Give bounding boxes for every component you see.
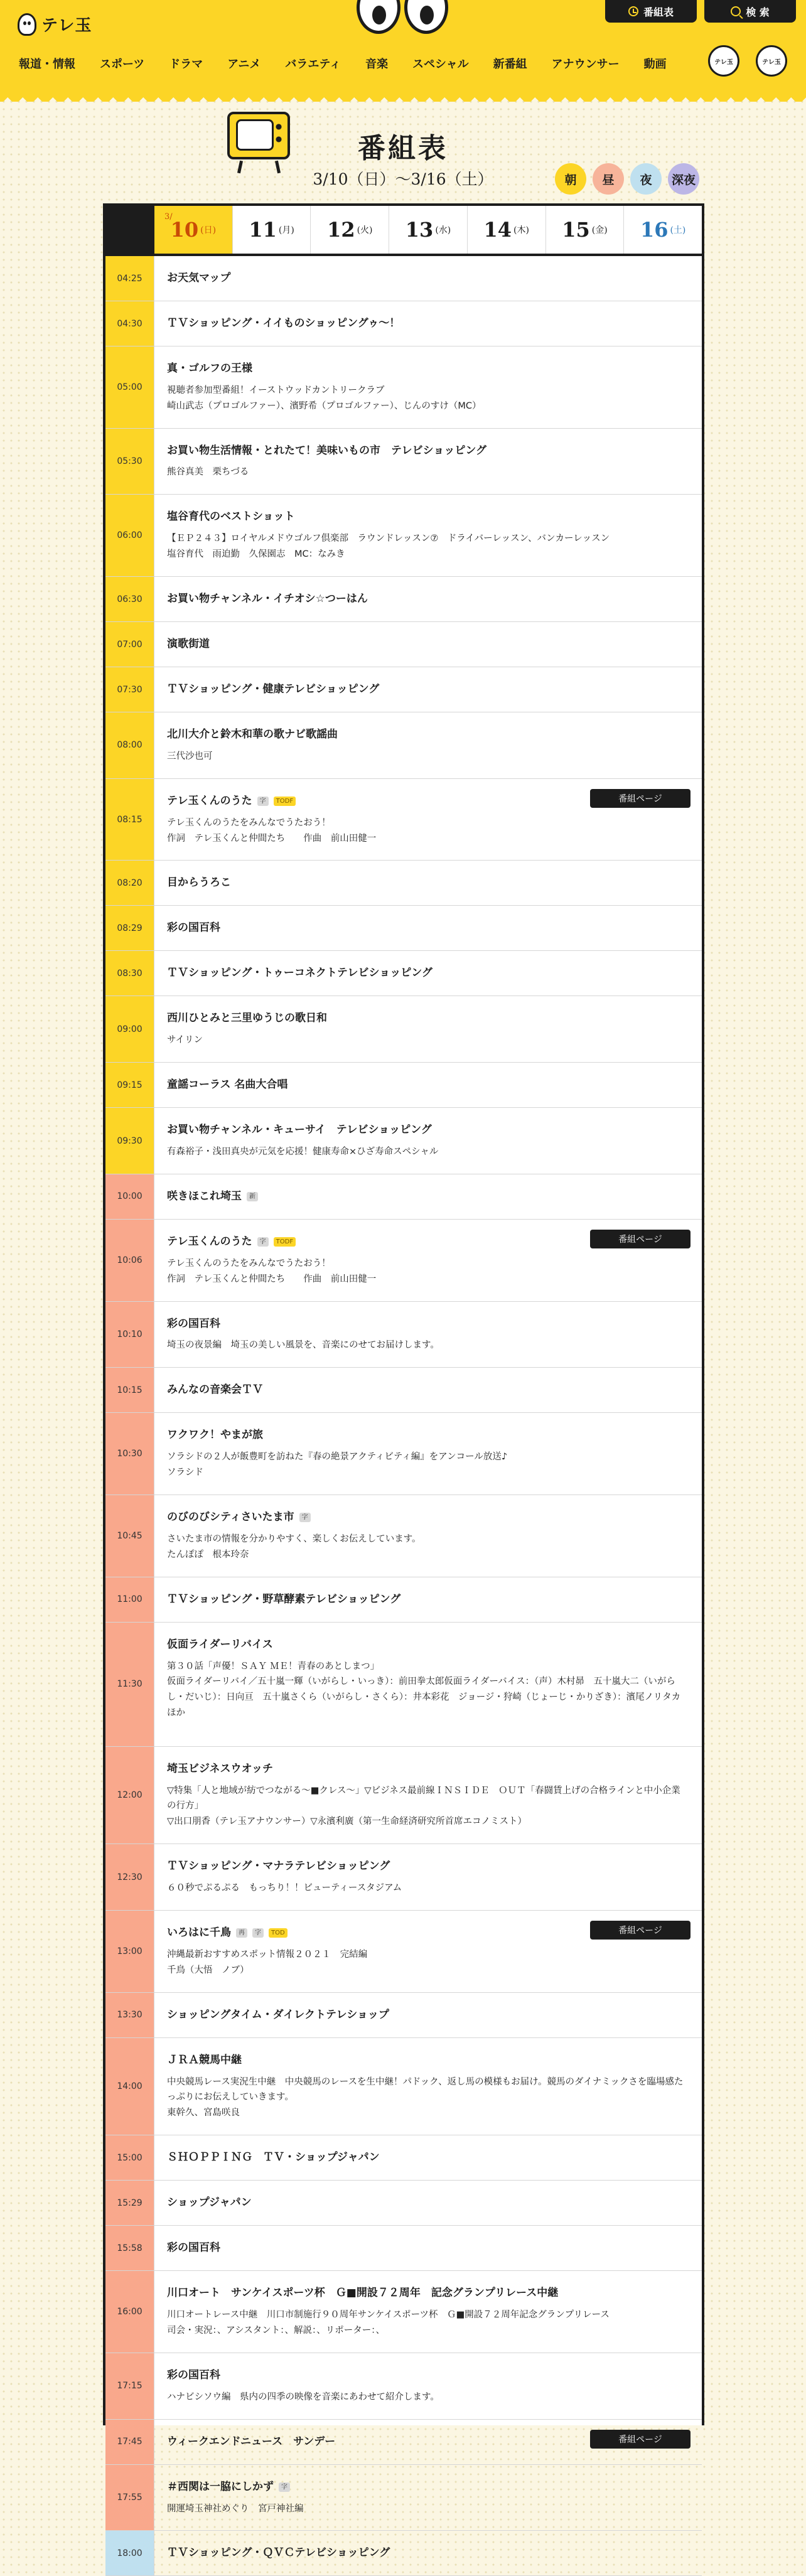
day-tab[interactable]	[389, 206, 467, 254]
program-title-line[interactable]	[167, 362, 689, 377]
nav-item[interactable]: アナウンサー	[551, 58, 620, 71]
program-description: テレ玉くんのうたをみんなでうたおう！ 作詞 テレ玉くんと仲間たち 作曲 前山田健一	[167, 817, 377, 844]
program-time: 15:58	[105, 2226, 154, 2270]
program-time: 06:00	[105, 495, 154, 576]
program-body	[154, 1413, 702, 1495]
program-time: 09:15	[105, 1063, 154, 1107]
program-title-line[interactable]	[167, 1592, 689, 1607]
mascot-eyes-icon	[357, 0, 451, 38]
program-title[interactable]: ＴＶショッピング・健康テレビショッピング	[167, 683, 380, 696]
date-range: 3/10（日）〜3/16（土）	[313, 170, 493, 188]
program-title[interactable]: 目からうろこ	[167, 876, 231, 889]
program-row	[105, 667, 702, 712]
day-tab-weekday: (水)	[435, 225, 451, 235]
program-row	[105, 1368, 702, 1413]
program-time: 15:29	[105, 2181, 154, 2225]
program-body	[154, 429, 702, 495]
program-title-line[interactable]	[167, 2053, 689, 2068]
program-title[interactable]: ＳＨＯＰＰＩＮＧ ＴＶ・ショップジャパン	[167, 2151, 380, 2164]
program-row	[105, 712, 702, 779]
program-row	[105, 346, 702, 429]
program-time: 07:00	[105, 622, 154, 667]
program-row	[105, 861, 702, 906]
tv-illustration-icon	[221, 105, 296, 174]
program-page-button[interactable]: 番組ページ	[590, 789, 690, 808]
program-time: 12:00	[105, 1747, 154, 1844]
program-tag-badge: TOD	[269, 1928, 287, 1938]
program-title-line[interactable]	[167, 592, 689, 607]
program-title[interactable]: ＴＶショッピング・野草酵素テレビショッピング	[167, 1592, 401, 1606]
program-title[interactable]: 彩の国百科	[167, 1317, 220, 1330]
program-title-line[interactable]	[167, 1859, 689, 1874]
program-body	[154, 1063, 702, 1107]
day-tab-weekday: (土)	[670, 225, 686, 235]
program-tag-badge: 字	[257, 797, 269, 806]
program-time: 10:15	[105, 1368, 154, 1412]
program-body	[154, 2226, 702, 2270]
nav-item[interactable]: 動画	[643, 58, 667, 71]
program-body	[154, 622, 702, 667]
program-list	[105, 256, 702, 2576]
day-tab-weekday: (月)	[278, 225, 294, 235]
program-body	[154, 779, 702, 861]
search-label: 検 索	[746, 6, 770, 18]
program-description: 【ＥＰ２４３】ロイヤルメドウゴルフ倶楽部 ラウンドレッスン⑦ ドライバーレッスン、バンカーレッスン 塩谷育代 雨迫勤 久保園志 MC：なみき	[167, 534, 610, 560]
program-row	[105, 2420, 702, 2465]
program-body	[154, 1302, 702, 1368]
program-body	[154, 1174, 702, 1219]
program-time: 16:00	[105, 2271, 154, 2353]
program-title-line[interactable]	[167, 637, 689, 652]
program-row	[105, 996, 702, 1063]
program-title-line[interactable]	[167, 316, 689, 331]
program-row	[105, 2353, 702, 2420]
program-title-line[interactable]	[167, 682, 689, 697]
day-tab-date: 11	[249, 218, 277, 242]
program-body	[154, 1911, 702, 1992]
program-title[interactable]: テレ玉くんのうた	[167, 1235, 252, 1248]
program-title[interactable]: 川口オート サンケイスポーツ杯 Ｇ■開設７２周年 記念グランプリレース中継	[167, 2287, 559, 2300]
day-tab[interactable]	[467, 206, 545, 254]
day-tab-weekday: (日)	[200, 225, 217, 235]
program-tag-badge: 字	[299, 1513, 311, 1522]
program-title-line[interactable]	[167, 876, 689, 891]
program-title[interactable]: ウィークエンドニュース サンデー	[167, 2435, 336, 2448]
program-time: 17:45	[105, 2420, 154, 2464]
program-row	[105, 1495, 702, 1577]
nav-item[interactable]: 報道・情報	[19, 58, 75, 71]
program-time: 10:10	[105, 1302, 154, 1368]
nav-item[interactable]: バラエティ	[285, 58, 341, 71]
program-row	[105, 429, 702, 495]
day-tab[interactable]	[310, 206, 389, 254]
page-title: 番組表	[358, 132, 448, 164]
program-body	[154, 996, 702, 1062]
program-title-line[interactable]	[167, 2286, 689, 2301]
program-title[interactable]: 北川大介と鈴木和華の歌ナビ歌謡曲	[167, 728, 338, 741]
nav-item[interactable]: スペシャル	[412, 58, 469, 71]
logo-text: テレ玉	[41, 16, 92, 35]
program-time: 09:00	[105, 996, 154, 1062]
program-title-line[interactable]	[167, 1638, 689, 1653]
program-title-line[interactable]	[167, 1428, 689, 1443]
program-title[interactable]: ＪＲＡ競馬中継	[167, 2053, 242, 2066]
program-title-line[interactable]	[167, 1011, 689, 1026]
program-row	[105, 1577, 702, 1623]
program-row	[105, 1413, 702, 1495]
program-title[interactable]: ワクワク！やまが旅	[167, 1429, 263, 1442]
program-description: 川口オートレース中継 川口市制施行９０周年サンケイスポーツ杯 Ｇ■開設７２周年記念グランプリレース 司会・実況：、アシスタント：、解説：、リポーター：、	[167, 2310, 610, 2336]
program-title-line[interactable]	[167, 2008, 689, 2023]
program-body	[154, 1495, 702, 1577]
program-title-line[interactable]	[167, 1317, 689, 1332]
program-page-button[interactable]: 番組ページ	[590, 1230, 690, 1248]
program-time: 18:00	[105, 2531, 154, 2575]
program-row	[105, 301, 702, 346]
program-row	[105, 2465, 702, 2531]
program-title[interactable]: ショッピングタイム・ダイレクトテレショップ	[167, 2008, 389, 2021]
program-body	[154, 346, 702, 428]
day-tab-weekday: (金)	[591, 225, 608, 235]
program-description: 埼玉の夜景編 埼玉の美しい風景を、音楽にのせてお届けします。	[167, 1340, 439, 1351]
day-tab-month: 3/	[164, 212, 173, 222]
program-body	[154, 2181, 702, 2225]
program-title[interactable]: 彩の国百科	[167, 2369, 220, 2381]
program-row	[105, 1220, 702, 1302]
program-title[interactable]: 埼玉ビジネスウオッチ	[167, 1762, 273, 1775]
program-title[interactable]: のびのびシティさいたま市	[167, 1511, 294, 1524]
program-title-line[interactable]	[167, 1123, 689, 1138]
program-tag-badge: 新	[247, 1192, 258, 1201]
period-morning-button[interactable]: 朝	[555, 163, 586, 195]
schedule-table	[103, 203, 704, 2560]
day-tab[interactable]	[623, 206, 702, 254]
character-icon[interactable]: テレ玉	[756, 45, 787, 77]
program-title[interactable]: 彩の国百科	[167, 921, 220, 935]
program-time: 10:00	[105, 1174, 154, 1219]
program-body	[154, 2038, 702, 2135]
search-icon	[731, 6, 741, 16]
program-title-line[interactable]	[167, 2150, 689, 2165]
mascot-logo-icon	[18, 13, 36, 36]
period-night-button[interactable]: 夜	[630, 163, 662, 195]
day-tab-date: 12	[327, 218, 355, 242]
program-title[interactable]: お買い物生活情報・とれたて！美味いもの市 テレビショッピング	[167, 444, 486, 457]
program-title-line[interactable]	[167, 2368, 689, 2383]
day-tab-weekday: (火)	[357, 225, 373, 235]
clock-icon	[628, 6, 638, 16]
program-body	[154, 1747, 702, 1844]
program-time: 04:30	[105, 301, 154, 346]
program-body	[154, 951, 702, 996]
program-row	[105, 1911, 702, 1993]
program-description: 沖縄最新おすすめスポット情報２０２１ 完結編 千鳥（大悟 ノブ）	[167, 1949, 368, 1975]
program-time: 08:30	[105, 951, 154, 996]
program-title[interactable]: ＃西関は一脇にしかず	[167, 2480, 274, 2493]
program-row	[105, 1747, 702, 1845]
program-time: 04:25	[105, 256, 154, 301]
program-row	[105, 1302, 702, 1368]
program-body	[154, 1623, 702, 1746]
program-time: 06:30	[105, 577, 154, 621]
program-body	[154, 1993, 702, 2037]
program-time: 11:30	[105, 1623, 154, 1746]
program-time: 12:30	[105, 1844, 154, 1910]
program-body	[154, 1220, 702, 1301]
program-time: 09:30	[105, 1108, 154, 1174]
program-description: サイリン	[167, 1035, 203, 1046]
period-daytime-button[interactable]: 昼	[593, 163, 624, 195]
program-time: 08:15	[105, 779, 154, 861]
day-tab[interactable]	[232, 206, 311, 254]
program-title[interactable]: 西川ひとみと三里ゆうじの歌日和	[167, 1012, 327, 1025]
nav-item[interactable]: 音楽	[365, 58, 388, 71]
program-row	[105, 906, 702, 951]
program-time: 10:30	[105, 1413, 154, 1495]
program-title[interactable]: ＴＶショッピング・トゥーコネクトテレビショッピング	[167, 967, 433, 980]
program-title-line[interactable]	[167, 1510, 689, 1525]
program-time: 13:30	[105, 1993, 154, 2037]
program-time: 17:15	[105, 2353, 154, 2419]
program-tag-badge: 再	[236, 1928, 247, 1938]
program-page-button[interactable]: 番組ページ	[590, 2430, 690, 2449]
program-body	[154, 861, 702, 905]
program-page-button[interactable]: 番組ページ	[590, 1921, 690, 1940]
nav-item[interactable]: ドラマ	[169, 58, 203, 71]
day-tabs-corner	[105, 206, 154, 254]
program-description: 熊谷真美 栗ちづる	[167, 467, 249, 478]
day-tab[interactable]	[545, 206, 624, 254]
program-title[interactable]: 咲きほこれ埼玉	[167, 1189, 242, 1203]
nav-item[interactable]: アニメ	[227, 58, 261, 71]
program-row	[105, 2226, 702, 2271]
program-title-line[interactable]	[167, 727, 689, 743]
program-time: 08:20	[105, 861, 154, 905]
program-body	[154, 256, 702, 301]
program-title[interactable]: 演歌街道	[167, 638, 210, 651]
program-description: 有森裕子・浅田真央が元気を応援！健康寿命×ひざ寿命スペシャル	[167, 1147, 439, 1157]
character-icon[interactable]: テレ玉	[708, 45, 739, 77]
program-row	[105, 1623, 702, 1747]
program-title[interactable]: お買い物チャンネル・イチオシ☆つーはん	[167, 593, 368, 606]
program-title[interactable]: お天気マップ	[167, 272, 231, 284]
program-body	[154, 1368, 702, 1412]
program-body	[154, 2465, 702, 2531]
program-time: 07:30	[105, 667, 154, 712]
program-title-line[interactable]	[167, 1762, 689, 1777]
program-body	[154, 712, 702, 778]
program-description: さいたま市の情報を分かりやすく、楽しくお伝えしています。 たんぽぽ 根本玲奈	[167, 1533, 421, 1560]
day-tab-date: 15	[562, 218, 590, 242]
program-time: 05:30	[105, 429, 154, 495]
program-description: ソラシドの２人が飯豊町を訪ねた『春の絶景アクティビティ編』をアンコール放送♪ ソラシド	[167, 1452, 508, 1478]
program-description: ６０秒でぷるぷる もっちり！！ビューティースタジアム	[167, 1883, 402, 1894]
program-row	[105, 2531, 702, 2576]
program-body	[154, 2353, 702, 2419]
program-title-line[interactable]	[167, 1078, 689, 1093]
program-title[interactable]: いろはに千鳥	[167, 1926, 231, 1940]
program-body	[154, 1844, 702, 1910]
program-time: 15:00	[105, 2135, 154, 2180]
program-row	[105, 1108, 702, 1174]
program-title-line[interactable]	[167, 2196, 689, 2211]
program-row	[105, 577, 702, 622]
program-title[interactable]: ショップジャパン	[167, 2196, 252, 2209]
program-title[interactable]: みんなの音楽会ＴＶ	[167, 1383, 263, 1397]
program-description: テレ玉くんのうたをみんなでうたおう！ 作詞 テレ玉くんと仲間たち 作曲 前山田健一	[167, 1258, 377, 1284]
program-title-line[interactable]	[167, 921, 689, 936]
program-body	[154, 301, 702, 346]
program-row	[105, 495, 702, 577]
program-title-line[interactable]	[167, 444, 689, 459]
main-nav	[19, 55, 691, 72]
program-row	[105, 1174, 702, 1220]
program-time: 08:29	[105, 906, 154, 950]
program-tag-badge: 字	[279, 2482, 290, 2492]
program-description: ▽特集「人と地域が紡でつながる〜■クレス〜」▽ビジネス最前線ＩＮＳＩＤＥ ＯＵＴ「春闘賃上げの合格ラインと中小企業の行方」 ▽出口朋香（テレ玉アナウンサー）▽永濱利廣（第一生命経済研究所首席エコノミスト）	[167, 1785, 680, 1827]
day-tab-date: 16	[640, 218, 669, 242]
program-time: 17:55	[105, 2465, 154, 2531]
program-title[interactable]: お買い物チャンネル・キューサイ テレビショッピング	[167, 1124, 432, 1137]
program-body	[154, 906, 702, 950]
program-description: ハナビシソウ編 県内の四季の映像を音楽にあわせて紹介します。	[167, 2391, 439, 2402]
program-body	[154, 2531, 702, 2575]
program-time: 08:00	[105, 712, 154, 778]
day-tab-date: 14	[483, 218, 512, 242]
program-tag-badge: TODF	[274, 797, 296, 806]
program-title-line[interactable]	[167, 510, 689, 525]
program-title[interactable]: テレ玉くんのうた	[167, 794, 252, 807]
site-header	[0, 0, 806, 93]
period-late-night-button[interactable]: 深夜	[668, 163, 699, 195]
day-tab-weekday: (木)	[513, 225, 529, 235]
program-body	[154, 1108, 702, 1174]
program-title[interactable]: 真・ゴルフの王様	[167, 362, 252, 375]
program-title-line[interactable]	[167, 1189, 689, 1205]
program-time: 13:00	[105, 1911, 154, 1992]
program-time: 10:06	[105, 1220, 154, 1301]
program-row	[105, 622, 702, 667]
program-row	[105, 2135, 702, 2181]
nav-item[interactable]: 新番組	[493, 58, 527, 71]
program-description: 中央競馬レース実況生中継 中央競馬のレースを生中継！パドック、返し馬の模様もお届け。競馬のダイナミックさを臨場感たっぷりにお伝えしていきます。 東幹久、宮島咲良	[167, 2076, 684, 2118]
program-time: 11:00	[105, 1577, 154, 1622]
program-title-line[interactable]	[167, 2546, 689, 2561]
program-tag-badge: TODF	[274, 1237, 296, 1247]
program-body	[154, 2420, 702, 2464]
site-logo[interactable]	[18, 13, 92, 36]
nav-item[interactable]: スポーツ	[100, 58, 145, 71]
program-description: 三代沙也可	[167, 751, 213, 761]
program-body	[154, 2135, 702, 2180]
program-title[interactable]: 仮面ライダーリバイス	[167, 1638, 273, 1651]
program-body	[154, 2271, 702, 2353]
program-title-line[interactable]	[167, 271, 689, 286]
day-tabs	[105, 206, 702, 256]
program-title[interactable]: ＴＶショッピング・イイものショッピングゥ〜！	[167, 317, 400, 330]
program-row	[105, 1844, 702, 1911]
program-title-line[interactable]	[167, 1383, 689, 1398]
program-title-line[interactable]	[167, 2480, 689, 2495]
program-title[interactable]: ＴＶショッピング・マナラテレビショッピング	[167, 1860, 390, 1873]
program-body	[154, 577, 702, 621]
program-description: 視聴者参加型番組！イーストウッドカントリークラブ 崎山武志（プロゴルファー）、濱野希（プロゴルファー）、じんのすけ（MC）	[167, 385, 481, 411]
program-row	[105, 2181, 702, 2226]
program-guide-button[interactable]	[605, 0, 697, 23]
program-description: 第３０話「声優！ＳＡＹ ＭＥ！青春のあとしまつ」 仮面ライダーリバイ／五十嵐一輝（いがらし・いっき）：前田拳太郎仮面ライダーバイス：（声）木村昴 五十嵐大二（いがらし・だいじ）：日向亘 五十嵐さくら（いがらし・さくら）：井本彩花 ジョージ・狩崎（じょーじ・かりざき）：濱尾ノリタカ ほか	[167, 1661, 690, 1719]
program-title-line[interactable]	[167, 966, 689, 981]
program-title[interactable]: ＴＶショッピング・ＱＶＣテレビショッピング	[167, 2546, 390, 2560]
day-tab-date: 10	[170, 218, 199, 242]
program-description: 開運埼玉神社めぐり 宮戸神社編	[167, 2503, 304, 2514]
day-tab-date: 13	[405, 218, 434, 242]
program-title[interactable]: 塩谷育代のベストショット	[167, 510, 295, 523]
program-tag-badge: 字	[257, 1237, 269, 1247]
program-row	[105, 256, 702, 301]
program-tag-badge: 字	[252, 1928, 264, 1938]
program-body	[154, 667, 702, 712]
program-title-line[interactable]	[167, 2241, 689, 2256]
program-time: 14:00	[105, 2038, 154, 2135]
program-row	[105, 2038, 702, 2136]
search-button[interactable]	[704, 0, 796, 23]
program-body	[154, 495, 702, 576]
program-time: 05:00	[105, 346, 154, 428]
program-title[interactable]: 童謡コーラス 名曲大合唱	[167, 1078, 288, 1092]
program-time: 10:45	[105, 1495, 154, 1577]
program-body	[154, 1577, 702, 1622]
program-row	[105, 2271, 702, 2353]
program-row	[105, 951, 702, 996]
program-row	[105, 1993, 702, 2038]
program-guide-label: 番組表	[643, 6, 674, 18]
day-tab[interactable]	[154, 206, 232, 254]
program-row	[105, 1063, 702, 1108]
program-title[interactable]: 彩の国百科	[167, 2241, 220, 2255]
program-row	[105, 779, 702, 861]
